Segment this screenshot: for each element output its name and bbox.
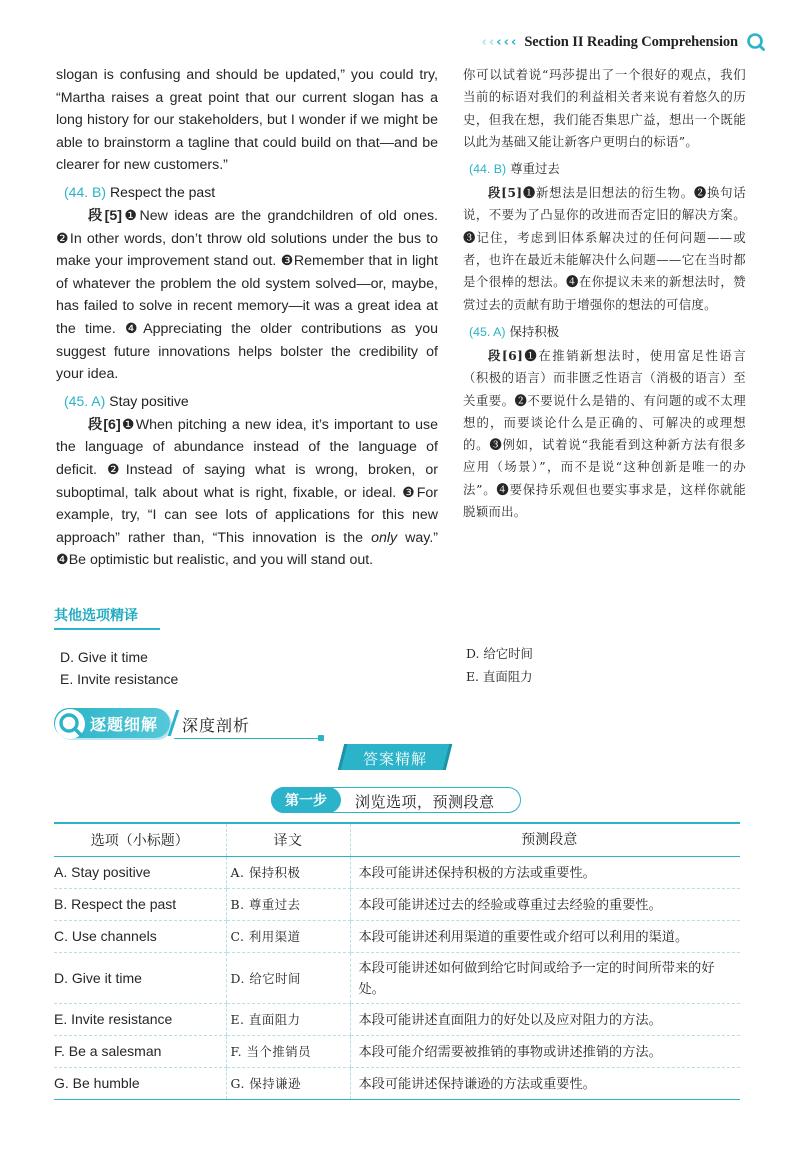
paragraph-text: ❶在推销新想法时，使用富足性语言（积极的语言）而非匮乏性语言（消极的语言）至关重要。❷不要说什么是错的、有问题的或不太理想的，而要谈论什么是正确的、可解决的或理想的。❸例如，试着说“我能看到这种新方法有很多应用（场景）”，而不是说“这种创新是唯一的办法”。❹要保持乐观但也要实事求是，这样你就能脱颖而出。 xyxy=(463,347,747,520)
answer-label: 答案精解 xyxy=(362,751,427,768)
step-text: 浏览选项，预测段意 xyxy=(355,794,495,811)
paragraph-label: 段[5] xyxy=(488,185,523,201)
answer-45 xyxy=(64,391,438,411)
banner-title: 逐题细解 xyxy=(90,717,159,734)
answer-title: Stay positive xyxy=(109,392,189,409)
paragraph-continued: slogan is confusing and should be updated,” you could try, “Martha raises a great point that our current slogan has a long history for our stakeholders, but I wonder if we might be able to brainstorm a tagline that could build on that—and be clearer for new customers.” xyxy=(56,67,438,174)
table-row xyxy=(54,1035,740,1067)
table-cell: E. Invite resistance xyxy=(54,1003,226,1035)
answer-key: (44. B) xyxy=(469,162,507,177)
other-options-title: 其他选项精译 xyxy=(54,605,160,630)
paragraph-continued-zh: 你可以试着说“玛莎提出了一个很好的观点，我们当前的标语对我们的利益相关者来说有着悠久的历史，但我在想，我们能否集思广益，想出一个既能以此为基础又能让新客户更明白的标语”。 xyxy=(463,67,746,149)
chinese-column xyxy=(463,64,746,523)
answer-title: 保持积极 xyxy=(509,323,560,339)
table-cell: A. 保持积极 xyxy=(226,856,350,888)
table-cell: E. 直面阻力 xyxy=(226,1003,350,1035)
answer-title: 尊重过去 xyxy=(510,161,560,177)
table-cell: C. Use channels xyxy=(54,920,226,952)
banner-dot xyxy=(318,735,324,741)
table-row xyxy=(54,888,740,920)
answer-key: (45. A) xyxy=(64,392,106,409)
option-item: E. 直面阻力 xyxy=(466,669,533,684)
section-title: Section II Reading Comprehension xyxy=(524,33,738,50)
table-cell: G. 保持谦逊 xyxy=(226,1067,350,1099)
table-cell: D. 给它时间 xyxy=(226,952,350,1003)
table-cell: D. Give it time xyxy=(54,952,226,1003)
answer-title: Respect the past xyxy=(110,183,216,200)
option-item: D. Give it time xyxy=(60,649,148,665)
column-header: 预测段意 xyxy=(350,823,740,856)
magnifier-icon xyxy=(54,708,86,740)
paragraph-6 xyxy=(56,414,438,572)
answer-key: (45. A) xyxy=(469,324,506,339)
table-cell: 本段可能讲述保持积极的方法或重要性。 xyxy=(350,856,740,888)
answer-44 xyxy=(64,182,438,202)
chevron-left-icon: ‹ xyxy=(510,34,517,50)
option-item: D. 给它时间 xyxy=(466,646,533,661)
step-tag: 第一步 xyxy=(271,787,341,813)
paragraph-5-zh xyxy=(463,182,746,316)
table-cell: 本段可能讲述过去的经验或尊重过去经验的重要性。 xyxy=(350,888,740,920)
table-header-row xyxy=(54,823,740,856)
table-cell: 本段可能讲述如何做到给它时间或给予一定的时间所带来的好处。 xyxy=(350,952,740,1003)
table-row xyxy=(54,952,740,1003)
table-cell: B. 尊重过去 xyxy=(226,888,350,920)
chevron-decoration xyxy=(482,36,517,49)
option-item: E. Invite resistance xyxy=(60,671,179,687)
paragraph-label: 段[6] xyxy=(88,416,121,433)
chevron-left-icon: ‹ xyxy=(481,34,487,50)
other-options-zh xyxy=(466,642,533,688)
table-cell: G. Be humble xyxy=(54,1067,226,1099)
banner-subtitle: 深度剖析 xyxy=(182,718,251,735)
column-header: 译文 xyxy=(226,823,350,856)
table-row xyxy=(54,920,740,952)
paragraph-text: ❶新想法是旧想法的衍生物。❷换句话说，不要为了凸显你的改进而否定旧的解决方案。❸记住，考虑到旧体系解决过的任何问题——或者，也许在最近未能解决什么问题——它在当时都是个很棒的想法。❹在你提议未来的新想法时，赞赏过去的贡献有助于增强你的想法的可信度。 xyxy=(463,185,746,312)
section-banner xyxy=(54,708,270,740)
table-cell: F. 当个推销员 xyxy=(226,1035,350,1067)
column-header: 选项（小标题） xyxy=(54,823,226,856)
table-cell: 本段可能介绍需要被推销的事物或讲述推销的方法。 xyxy=(350,1035,740,1067)
paragraph-text: ❶When pitching a new idea, it’s important to use the language of abundance instead of the language of deficit. ❷Instead of saying what is wrong, broken, or suboptimal, talk about what is right, fixable, or ideal. ❸For example, try, “I can see lots of applications for this new approach” rather than, “This innovation is the xyxy=(56,416,439,546)
table-cell: C. 利用渠道 xyxy=(226,920,350,952)
search-icon xyxy=(746,32,766,52)
answer-key: (44. B) xyxy=(64,183,107,200)
english-column xyxy=(56,64,438,572)
table-row xyxy=(54,1067,740,1099)
paragraph-text: ❶New ideas are the grandchildren of old ones. ❷In other words, don’t throw old solutions under the bus to make your improvement stand out. ❸Remember that in light of whatever the problem the old system solved—or, maybe, has failed to solve in recent memory—it was a great idea at the time. ❹Appreciating the older contributions as you suggest future innovations helps bolster the credibility of your idea. xyxy=(56,207,439,383)
table-cell: 本段可能讲述保持谦逊的方法或重要性。 xyxy=(350,1067,740,1099)
table-cell: A. Stay positive xyxy=(54,856,226,888)
table-cell: 本段可能讲述直面阻力的好处以及应对阻力的方法。 xyxy=(350,1003,740,1035)
paragraph-6-zh xyxy=(463,345,746,523)
paragraph-label: 段[5] xyxy=(88,207,122,224)
answer-45-zh xyxy=(469,322,746,342)
banner-underline xyxy=(174,738,322,739)
chevron-left-icon: ‹ xyxy=(503,34,509,50)
table-row xyxy=(54,856,740,888)
page-header xyxy=(482,31,766,53)
chevron-left-icon: ‹ xyxy=(488,34,495,50)
paragraph-label: 段[6] xyxy=(488,347,524,363)
emphasis-word: only xyxy=(371,529,398,546)
answer-44-zh xyxy=(469,159,746,179)
chevron-left-icon: ‹ xyxy=(496,34,502,50)
table-row xyxy=(54,1003,740,1035)
table-cell: F. Be a salesman xyxy=(54,1035,226,1067)
paragraph-text-end: way.” ❹Be optimistic but realistic, and you will stand out. xyxy=(56,529,438,569)
table-cell: B. Respect the past xyxy=(54,888,226,920)
other-options-en xyxy=(60,646,178,690)
table-cell: 本段可能讲述利用渠道的重要性或介绍可以利用的渠道。 xyxy=(350,920,740,952)
options-table xyxy=(54,822,740,1100)
paragraph-5 xyxy=(56,205,438,386)
step-indicator xyxy=(271,787,521,813)
